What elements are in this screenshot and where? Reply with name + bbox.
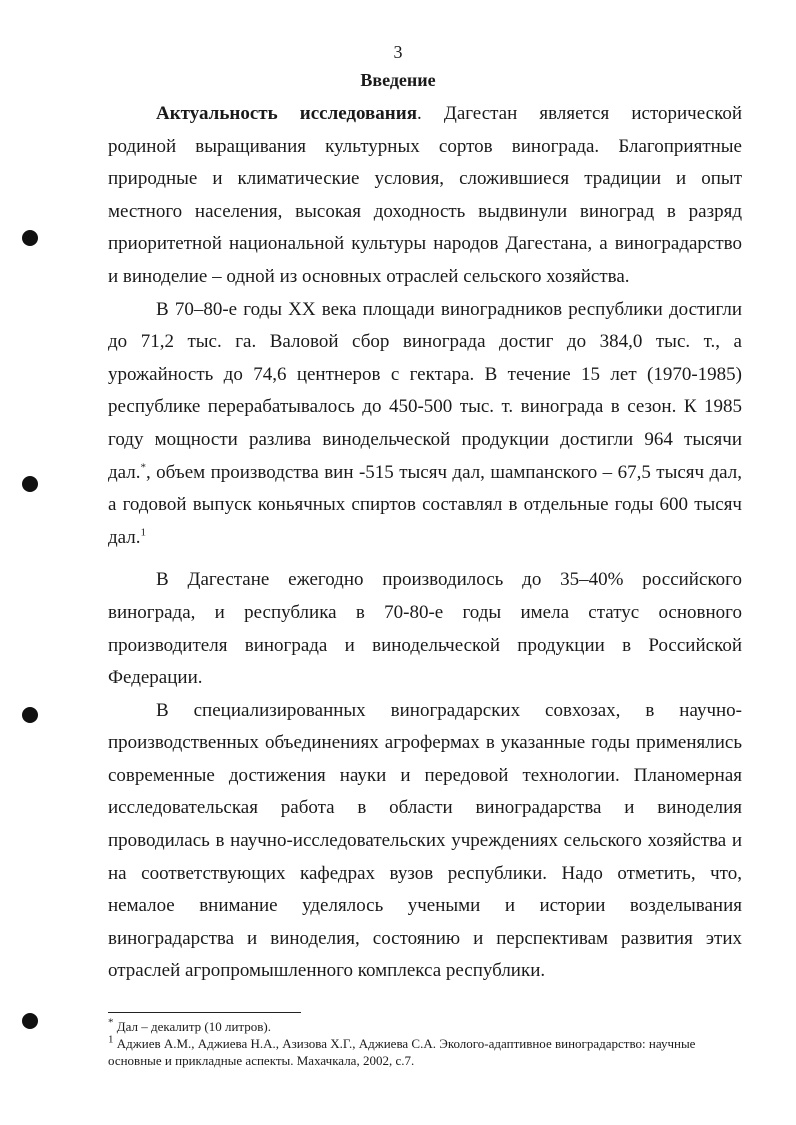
text-line: В 70–80-е годы XX века площади виноградников республики достигли xyxy=(156,298,742,320)
punch-hole xyxy=(22,1013,38,1029)
paragraph-gap xyxy=(108,554,742,564)
text-line: республике перерабатывалось до 450-500 тыс. т. винограда в сезон. К 1985 xyxy=(108,396,742,418)
footnote-mark-asterisk: * xyxy=(140,461,146,474)
text-line: Актуальность исследования. Дагестан является исторической xyxy=(156,103,742,124)
paragraph-research xyxy=(108,695,742,988)
paragraph-statistics xyxy=(108,294,742,555)
page-number: 3 xyxy=(393,42,403,62)
text-line: урожайность до 74,6 центнеров с гектара. В течение 15 лет (1970-1985) xyxy=(108,363,742,385)
text-line: родиной выращивания культурных сортов винограда. Благоприятные xyxy=(108,135,742,157)
footnote-mark-1: 1 xyxy=(140,526,146,539)
section-heading: Введение xyxy=(360,70,436,90)
text-line: производственных объединениях агрофермах в указанные годы применялись xyxy=(108,732,742,754)
punch-hole xyxy=(22,230,38,246)
footnote-1-continuation: основные и прикладные аспекты. Махачкала, 2002, с.7. xyxy=(108,1053,415,1068)
text-line: до 71,2 тыс. га. Валовой сбор винограда достиг до 384,0 тыс. т., а xyxy=(108,331,742,353)
punch-hole xyxy=(22,476,38,492)
text-line: на соответствующих кафедрах вузов республики. Надо отметить, что, xyxy=(108,862,742,884)
footnote-separator xyxy=(108,1012,301,1013)
text-line: Федерации. xyxy=(108,667,203,689)
paragraph-relevance xyxy=(108,98,742,294)
text-line: и виноделие – одной из основных отраслей сельского хозяйства. xyxy=(108,265,630,287)
text-line: В специализированных виноградарских совхозах, в научно- xyxy=(156,699,742,721)
footnote-asterisk: * Дал – декалитр (10 литров). xyxy=(108,1016,271,1034)
footnotes xyxy=(108,1018,738,1069)
text-line: проводилась в научно-исследовательских учреждениях сельского хозяйства и xyxy=(108,830,742,852)
text-line: исследовательская работа в области виноградарства и виноделия xyxy=(108,797,742,819)
text-line: виноградарства и виноделия, состоянию и перспективам развития этих xyxy=(108,927,742,949)
text-line: отраслей агропромышленного комплекса республики. xyxy=(108,960,546,982)
text-line: году мощности разлива винодельческой продукции достигли 964 тысячи xyxy=(108,428,742,450)
lead-term: Актуальность исследования xyxy=(156,103,417,124)
text-line: местного населения, высокая доходность выдвинули виноград в разряд xyxy=(108,200,742,222)
text-line: природные и климатические условия, сложившиеся традиции и опыт xyxy=(108,168,742,190)
text-line: дал.$^1$ xyxy=(108,526,146,548)
punch-hole xyxy=(22,707,38,723)
text-line: производителя винограда и винодельческой продукции в Российской xyxy=(108,634,742,656)
paragraph-share xyxy=(108,564,742,694)
text-line: а годовой выпуск коньячных спиртов составлял в отдельные годы 600 тысяч xyxy=(108,494,742,516)
text-line: винограда, и республика в 70-80-е годы имела статус основного xyxy=(108,601,742,623)
text-line: приоритетной национальной культуры народов Дагестана, а виноградарство xyxy=(108,233,742,255)
text-line: немалое внимание уделялось учеными и истории возделывания xyxy=(108,895,742,917)
body-text xyxy=(108,98,742,988)
text-line: В Дагестане ежегодно производилось до 35–40% российского xyxy=(156,569,742,591)
text-line: современные достижения науки и передовой технологии. Планомерная xyxy=(108,764,742,786)
text-line: дал.*, объем производства вин -515 тысяч дал, шампанского – 67,5 тысяч дал, xyxy=(108,461,742,483)
footnote-1: $^1$ Аджиев А.М., Аджиева Н.А., Азизова Х.Г., Аджиева С.А. Эколого-адаптивное виноградарство: научные xyxy=(108,1033,696,1051)
